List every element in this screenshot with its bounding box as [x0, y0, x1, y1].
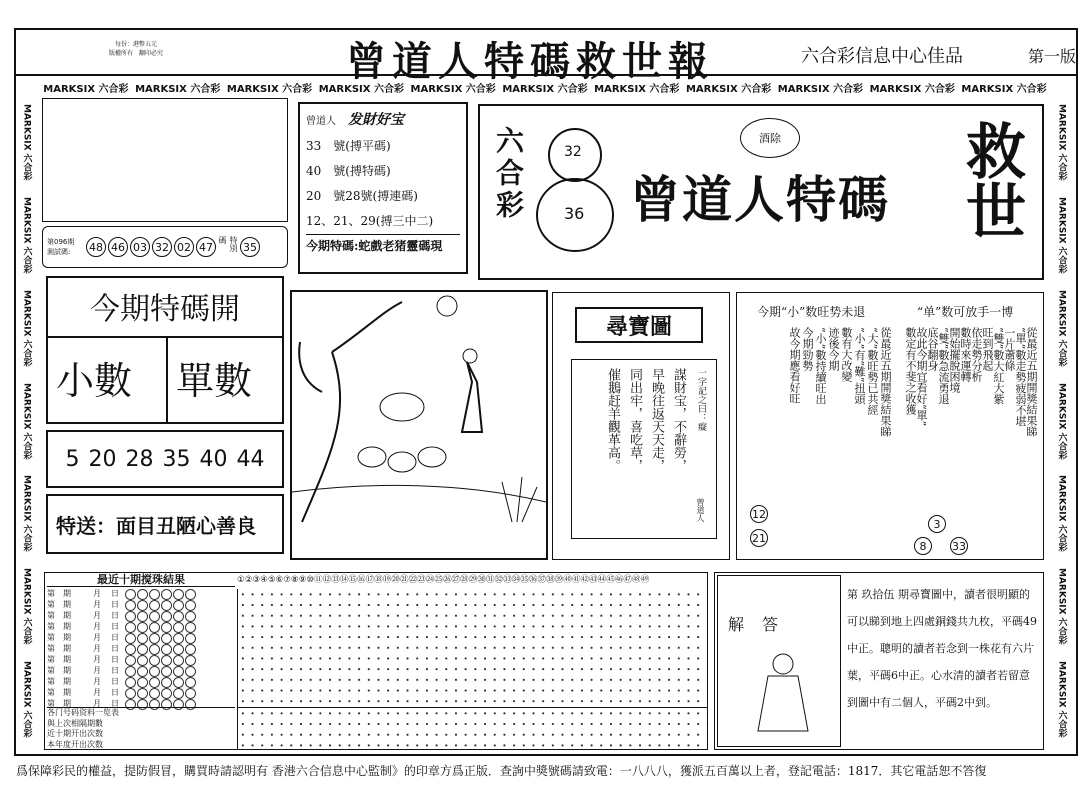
poem-line: 催鵝赶羊觀革高。 — [605, 368, 620, 472]
test-ball: 47 — [196, 237, 216, 257]
month-label: 月 — [93, 633, 101, 642]
poem-title: 一字記之曰：癡 — [696, 368, 706, 431]
analysis-box — [736, 292, 1044, 560]
day-label: 日 — [111, 666, 119, 675]
blank-ad-box — [42, 98, 288, 222]
footer-row-label: 近十期开出次数 — [47, 729, 103, 738]
row-label: 第 期 — [47, 688, 71, 697]
table-row — [47, 600, 235, 611]
analysis-head-right: “单”数可放手一博 — [917, 305, 1014, 319]
strip-label: MARKSIX 六合彩 — [410, 83, 496, 95]
day-label: 日 — [111, 655, 119, 664]
row-label: 第 期 — [47, 666, 71, 675]
opening-title: 今期特碼開 — [90, 292, 240, 327]
special-ball: 35 — [240, 237, 260, 257]
tips-footer: 今期特碼:蛇戲老猪靈碼現 — [306, 234, 460, 257]
answer-illustration — [717, 575, 841, 747]
special-send-box: 特送：面目丑陋心善良 — [46, 494, 284, 554]
price-line: 每份：港幣五元 — [114, 41, 157, 48]
month-label: 月 — [93, 655, 101, 664]
answer-text: 第 玖拾伍 期尋寶圖中，讀者很明顯的可以睇到地上四處銅錢共九枚，平碼49中正。聰明的讀者若念到一株花有六片葉，平碼6中正。心水清的讀者若留意到圖中有二個人，平碼2中到。 — [847, 588, 1037, 709]
poem-line: 同出牢，喜吃草， — [627, 368, 642, 472]
test-label: 測試碼: — [47, 248, 71, 256]
person-head — [463, 349, 477, 363]
analysis-line: 故今期應看好旺 — [788, 327, 801, 404]
goose-shape — [418, 447, 446, 467]
analysis-head-left: 今期“小”数旺势未退 — [757, 305, 866, 319]
table-row — [47, 644, 235, 655]
day-label: 日 — [111, 644, 119, 653]
strip-label: MARKSIX 六合彩 — [1056, 475, 1067, 553]
month-label: 月 — [93, 688, 101, 697]
top-marksix-strip — [40, 80, 1050, 94]
row-label: 第 期 — [47, 699, 71, 708]
analysis-ball: 3 — [928, 515, 946, 533]
analysis-line: 底谷翻身 — [926, 327, 939, 371]
row-label: 第 期 — [47, 600, 71, 609]
day-label: 日 — [111, 589, 119, 598]
banner-big-text: 救世 — [956, 120, 1026, 240]
table-row — [47, 622, 235, 633]
strip-label: MARKSIX 六合彩 — [43, 83, 129, 95]
gourd-bottom-number: 36 — [564, 204, 585, 223]
analysis-column-2 — [901, 327, 1037, 537]
row-label: 第 期 — [47, 644, 71, 653]
analysis-line: “雙”數急流勇退 — [937, 327, 950, 405]
test-code-label — [47, 237, 85, 257]
poem-line: 謀財宝，不辭勞， — [671, 368, 686, 472]
tips-author: 曾道人 — [306, 116, 336, 127]
month-label: 月 — [93, 600, 101, 609]
answer-figure — [738, 646, 828, 736]
strip-label: MARKSIX 六合彩 — [21, 661, 32, 738]
month-label: 月 — [93, 666, 101, 675]
table-row — [47, 677, 235, 688]
analysis-line: 依走勢分析 — [970, 327, 983, 382]
analysis-ball: 8 — [914, 537, 932, 555]
treasure-title: 尋寶圖 — [575, 307, 703, 343]
row-label: 第 期 — [47, 589, 71, 598]
results-table — [44, 572, 708, 750]
footer-notice: 爲保障彩民的權益，提防假冒，購買時請認明有 香港六合信息中心監制》的印章方爲正版．查詢中獎號碼請致電：一八八八，獲派五百萬以上者，登記電話：1817．其它電話恕不答復 — [16, 764, 987, 778]
table-row — [47, 655, 235, 666]
table-row-labels — [47, 589, 235, 707]
ball-slots — [125, 655, 196, 666]
month-label: 月 — [93, 611, 101, 620]
analysis-line: “小”有“難”扭頭 — [853, 327, 866, 405]
strip-label: MARKSIX 六合彩 — [21, 475, 32, 553]
tip-line: 33 號(搏平碼) — [306, 139, 391, 153]
strip-label: MARKSIX 六合彩 — [869, 83, 955, 95]
day-label: 日 — [111, 677, 119, 686]
analysis-line: 今期勁勢 — [801, 327, 814, 371]
gourd-top-number: 32 — [564, 144, 582, 160]
table-row — [47, 633, 235, 644]
row-label: 第 期 — [47, 633, 71, 642]
analysis-line: “雙”數大紅大紫 — [992, 327, 1005, 405]
month-label: 月 — [93, 622, 101, 631]
illustration-box — [290, 290, 548, 560]
footer-row-label: 與上次相隔期數 — [47, 718, 103, 728]
left-marksix-strip — [16, 96, 38, 746]
sheep-shape — [380, 393, 424, 421]
strip-label: MARKSIX 六合彩 — [318, 83, 404, 95]
ball-slots — [125, 666, 196, 677]
analysis-line: 數時來運轉 — [959, 327, 972, 382]
day-label: 日 — [111, 688, 119, 697]
issue-number: 第096期 — [47, 238, 75, 246]
day-label: 日 — [111, 600, 119, 609]
analysis-line: 數有大改變 — [840, 327, 853, 382]
person-shape — [462, 362, 482, 432]
strip-label: MARKSIX 六合彩 — [21, 382, 32, 460]
banner-side-chars: 六合彩 — [492, 126, 525, 222]
analysis-line: “大”數旺勢已共經 — [866, 327, 879, 416]
footer-row-label: 本年度开出次数 — [47, 739, 103, 749]
treasure-box — [552, 292, 730, 560]
goose-shape — [388, 452, 416, 472]
analysis-line: 一片蕭條 — [1003, 327, 1016, 371]
opening-right: 單數 — [176, 359, 253, 403]
test-ball: 02 — [174, 237, 194, 257]
tip-line: 12、21、29(搏三中二) — [306, 214, 434, 228]
month-label: 月 — [93, 644, 101, 653]
goose-shape — [358, 447, 386, 467]
copyright-line: 版權所有 翻印必究 — [108, 50, 163, 57]
analysis-line: “單”數走勢疲弱不堪 — [1014, 327, 1027, 427]
answer-box — [714, 572, 1044, 750]
table-row — [47, 589, 235, 600]
day-label: 日 — [111, 611, 119, 620]
masthead-title: 曾道人特碼救世報 — [346, 38, 714, 85]
table-footer-labels — [47, 707, 235, 749]
opening-left: 小數 — [56, 359, 133, 403]
tip-line: 20 號28號(搏連碼) — [306, 189, 418, 203]
ball-slots — [125, 644, 196, 655]
analysis-ball: 21 — [750, 529, 768, 547]
strip-label: MARKSIX 六合彩 — [21, 289, 32, 367]
strip-label: MARKSIX 六合彩 — [21, 104, 32, 181]
banner-main-text: 曾道人特碼 — [630, 170, 890, 229]
ball-slots — [125, 622, 196, 633]
row-label: 第 期 — [47, 622, 71, 631]
masthead-subtitle: 六合彩信息中心佳品 — [801, 46, 963, 67]
analysis-line: 故此今期宜看好“單” — [915, 327, 928, 427]
ball-slots — [125, 633, 196, 644]
analysis-ball: 33 — [950, 537, 968, 555]
analysis-line: “小”數持續旺出 — [814, 327, 827, 405]
right-marksix-strip — [1050, 96, 1074, 746]
strip-label: MARKSIX 六合彩 — [594, 83, 680, 95]
analysis-line: 開始擺脫困境 — [948, 327, 961, 393]
analysis-line: 旺到飛起 — [981, 327, 994, 371]
strip-label: MARKSIX 六合彩 — [135, 83, 221, 95]
analysis-line: 從最近五期開獎結果睇 — [1025, 327, 1038, 437]
strip-label: MARKSIX 六合彩 — [1056, 568, 1067, 645]
month-label: 月 — [93, 699, 101, 708]
poem-line: 早晚往返天天走， — [649, 368, 664, 472]
analysis-line: 數定有不斐之收獲 — [904, 327, 917, 415]
day-label: 日 — [111, 633, 119, 642]
analysis-line: 從最近五期開獎結果睇 — [879, 327, 892, 437]
ball-slots — [125, 589, 196, 600]
price-note — [76, 40, 196, 58]
strip-label: MARKSIX 六合彩 — [502, 83, 588, 95]
masthead — [16, 30, 1077, 85]
tips-heading: 发財好宝 — [348, 112, 405, 128]
row-label: 第 期 — [47, 677, 71, 686]
ball-slots — [125, 677, 196, 688]
table-row — [47, 666, 235, 677]
figure-head — [773, 654, 793, 674]
numbers-box: 5 20 28 35 40 44 — [46, 430, 284, 488]
opening-divider — [48, 336, 282, 338]
answer-title: 解答 — [728, 615, 797, 634]
table-header-numbers: ①②③④⑤⑥⑦⑧⑨⑩⑪⑫⑬⑭⑮⑯⑰⑱⑲⑳㉑㉒㉓㉔㉕㉖㉗㉘㉙㉚㉛㉜㉝㉞㉟㊱㊲㊳㊴㊵㊶㊷㊸㊹㊺㊻㊼㊽㊾ — [237, 575, 650, 585]
analysis-column-1 — [759, 327, 891, 537]
day-label: 日 — [111, 622, 119, 631]
strip-label: MARKSIX 六合彩 — [21, 196, 32, 274]
month-label: 月 — [93, 589, 101, 598]
opening-vdivider — [166, 336, 168, 422]
strip-label: MARKSIX 六合彩 — [226, 83, 313, 95]
strip-label: MARKSIX 六合彩 — [1056, 104, 1067, 181]
strip-label: MARKSIX 六合彩 — [21, 568, 32, 645]
seal: 酒除 — [740, 118, 800, 158]
month-label: 月 — [93, 677, 101, 686]
strip-label: MARKSIX 六合彩 — [961, 83, 1047, 95]
results-dot-grid — [237, 589, 707, 707]
ball-slots — [125, 688, 196, 699]
strip-label: MARKSIX 六合彩 — [1056, 289, 1067, 367]
scroll-box — [571, 359, 717, 539]
footer-row-label: 各门号码资料一览表 — [47, 708, 119, 717]
strip-label: MARKSIX 六合彩 — [1056, 382, 1067, 460]
poem-signature: 曾道人 — [696, 498, 705, 522]
test-ball: 46 — [108, 237, 128, 257]
analysis-line: 迹後今期 — [827, 327, 840, 371]
sun-shape — [437, 296, 457, 316]
grass-shape — [502, 477, 537, 522]
figure-body — [758, 676, 808, 731]
scene-illustration — [292, 292, 546, 558]
strip-label: MARKSIX 六合彩 — [1056, 661, 1067, 738]
ball-slots — [125, 600, 196, 611]
tip-line: 40 號(搏特碼) — [306, 164, 391, 178]
special-label: 特別碼 — [218, 236, 238, 252]
analysis-ball: 12 — [750, 505, 768, 523]
table-title: 最近十期搅珠結果 — [47, 573, 235, 587]
footer-dot-grid — [237, 707, 707, 749]
opening-box — [46, 276, 284, 424]
strip-label: MARKSIX 六合彩 — [777, 83, 864, 95]
test-code-box — [42, 226, 288, 268]
ground-line — [292, 485, 546, 502]
edition-label: 第一版 — [1028, 47, 1077, 66]
table-row — [47, 688, 235, 699]
strip-label: MARKSIX 六合彩 — [685, 83, 772, 95]
day-label: 日 — [111, 699, 119, 708]
strip-label: MARKSIX 六合彩 — [1056, 196, 1067, 274]
table-row — [47, 611, 235, 622]
row-label: 第 期 — [47, 655, 71, 664]
tips-box — [298, 102, 468, 274]
ball-slots — [125, 611, 196, 622]
tips-header — [306, 108, 460, 134]
test-ball: 48 — [86, 237, 106, 257]
test-ball: 03 — [130, 237, 150, 257]
test-ball: 32 — [152, 237, 172, 257]
banner-box — [478, 104, 1044, 280]
row-label: 第 期 — [47, 611, 71, 620]
gourd-illustration — [530, 120, 620, 260]
